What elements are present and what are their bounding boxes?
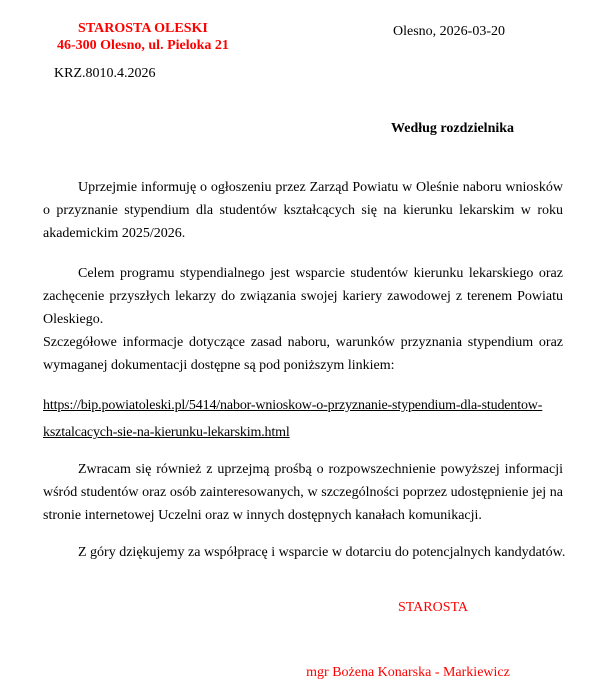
letter-date: Olesno, 2026-03-20: [393, 24, 505, 39]
paragraph-thanks: Z góry dziękujemy za współpracę i wsparcie w dotarciu do potencjalnych kandydatów.: [78, 545, 566, 560]
paragraph-details: Szczegółowe informacje dotyczące zasad naboru, warunków przyznania stypendium oraz wymaganej dokumentacji dostępne są pod poniższym linkiem:: [43, 335, 563, 373]
sender-address: 46-300 Olesno, ul. Pieloka 21: [57, 38, 229, 53]
paragraph-goal: Celem programu stypendialnego jest wsparcie studentów kierunku lekarskiego oraz zachęcenie przyszłych lekarzy do związania swojej kariery zawodowej z terenem Powiatu Oleskiego.: [43, 266, 563, 327]
signature-name: mgr Bożena Konarska - Markiewicz: [306, 665, 510, 680]
paragraph-intro: Uprzejmie informuję o ogłoszeniu przez Zarząd Powiatu w Oleśnie naboru wniosków o przyznanie stypendium dla studentów kształcących się na kierunku lekarskim w roku akademickim 2025/2026.: [43, 180, 563, 241]
bip-stypendium-link[interactable]: https://bip.powiatoleski.pl/5414/nabor-wnioskow-o-przyznanie-stypendium-dla-studentow-ksztalcacych-sie-na-kierunku-lekarskim.html: [43, 398, 543, 440]
link-paragraph: [43, 392, 563, 446]
signature-title: STAROSTA: [397, 600, 469, 615]
reference-number: KRZ.8010.4.2026: [54, 66, 156, 81]
letter-header: [43, 20, 563, 56]
paragraph-request: Zwracam się również z uprzejmą prośbą o rozpowszechnienie powyższej informacji wśród studentów oraz osób zainteresowanych, w szczególności poprzez udostępnienie jej na stronie internetowej Uczelni oraz w innych dostępnych kanałach komunikacji.: [43, 462, 563, 523]
sender-name: STAROSTA OLESKI: [78, 21, 208, 36]
sender-block: [57, 20, 229, 54]
recipient-line: Według rozdzielnika: [391, 121, 515, 136]
